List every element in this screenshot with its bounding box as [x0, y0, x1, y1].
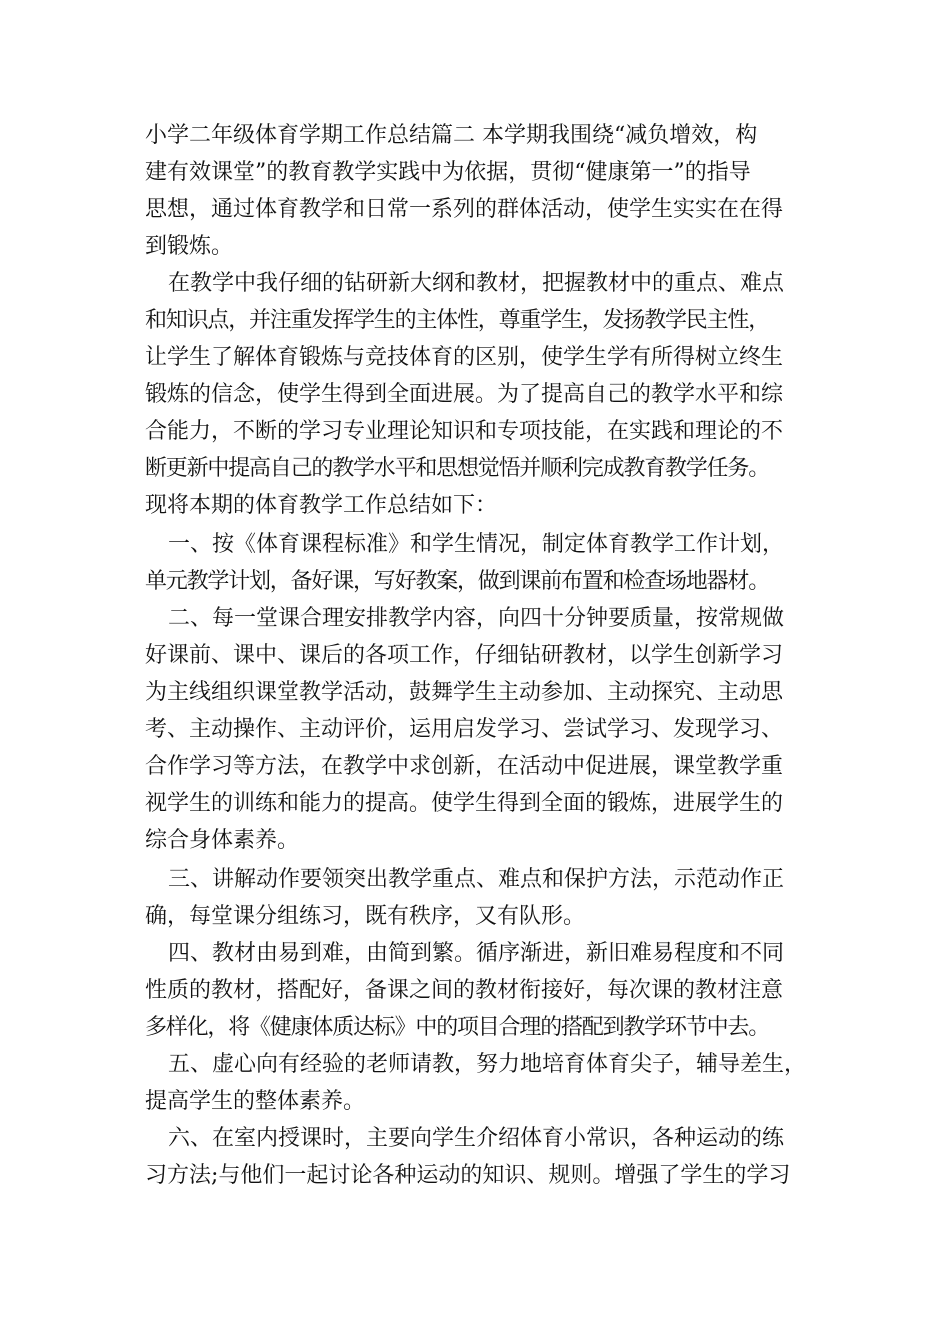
- text-line: 视学生的训练和能力的提高。使学生得到全面的锻炼，进展学生的: [145, 791, 784, 816]
- text-line: 让学生了解体育锻炼与竞技体育的区别，使学生学有所得树立终生: [145, 345, 784, 370]
- text-line: 五、虚心向有经验的老师请教，努力地培育体育尖子，辅导差生，: [168, 1052, 807, 1077]
- text-line: 单元教学计划，备好课，写好教案，做到课前布置和检查场地器材。: [145, 569, 770, 594]
- text-line: 到锻炼。: [145, 234, 234, 259]
- text-line: 合作学习等方法，在教学中求创新，在活动中促进展，课堂教学重: [145, 754, 784, 779]
- text-line: 为主线组织课堂教学活动，鼓舞学生主动参加、主动探究、主动思: [145, 680, 784, 705]
- text-line: 和知识点，并注重发挥学生的主体性，尊重学生，发扬教学民主性，: [145, 308, 770, 333]
- text-line: 合能力，不断的学习专业理论知识和专项技能，在实践和理论的不: [145, 419, 784, 444]
- text-line: 提高学生的整体素养。: [145, 1089, 366, 1114]
- text-line: 三、讲解动作要领突出教学重点、难点和保护方法，示范动作正: [168, 867, 785, 892]
- text-line: 六、在室内授课时，主要向学生介绍体育小常识，各种运动的练: [168, 1126, 785, 1151]
- text-line: 性质的教材，搭配好，备课之间的教材衔接好，每次课的教材注意: [145, 978, 784, 1003]
- text-line: 习方法;与他们一起讨论各种运动的知识、规则。增强了学生的学习: [145, 1163, 791, 1188]
- text-line: 思想，通过体育教学和日常一系列的群体活动，使学生实实在在得: [145, 197, 784, 222]
- text-line: 考、主动操作、主动评价，运用启发学习、尝试学习、发现学习、: [145, 717, 784, 742]
- text-line: 在教学中我仔细的钻研新大纲和教材，把握教材中的重点、难点: [168, 271, 785, 296]
- text-line: 二、每一堂课合理安排教学内容，向四十分钟要质量，按常规做: [168, 606, 785, 631]
- text-line: 一、按《体育课程标准》和学生情况，制定体育教学工作计划，: [168, 532, 785, 557]
- text-line: 确，每堂课分组练习，既有秩序，又有队形。: [145, 904, 586, 929]
- text-line: 断更新中提高自己的教学水平和思想觉悟并顺利完成教育教学任务。: [145, 456, 770, 481]
- text-line: 好课前、课中、课后的各项工作，仔细钻研教材，以学生创新学习: [145, 643, 784, 668]
- text-line: 多样化，将《健康体质达标》中的项目合理的搭配到教学环节中去。: [145, 1015, 770, 1040]
- text-line: 综合身体素养。: [145, 828, 300, 853]
- text-line: 小学二年级体育学期工作总结篇二 本学期我围绕“减负增效，构: [145, 123, 758, 148]
- text-line: 现将本期的体育教学工作总结如下：: [145, 493, 498, 518]
- text-line: 四、教材由易到难，由简到繁。循序渐进，新旧难易程度和不同: [168, 941, 785, 966]
- text-line: 锻炼的信念，使学生得到全面进展。为了提高自己的教学水平和综: [145, 382, 784, 407]
- text-line: 建有效课堂”的教育教学实践中为依据，贯彻“健康第一”的指导: [145, 160, 751, 185]
